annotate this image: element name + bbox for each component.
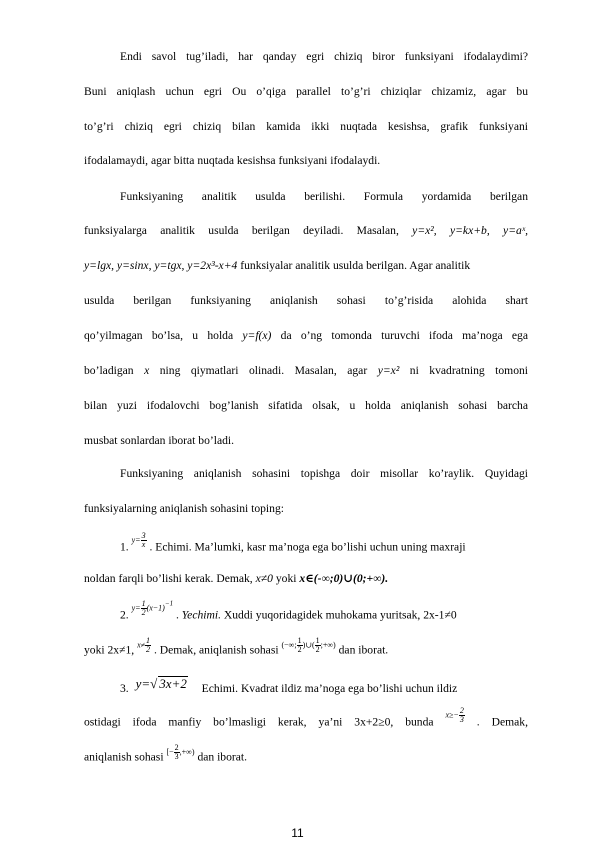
formula: y=√ 3x+2 xyxy=(135,676,187,691)
formula: [− $\frac{2}{3}$ ,+∞) xyxy=(166,743,195,761)
text: . Demak, aniqlanish sohasi xyxy=(153,643,279,657)
paragraph-line xyxy=(84,224,528,238)
text: aniqlanish sohasi xyxy=(84,750,164,764)
formula: y= $\frac{1}{2}$ $(x-1)^{-1}$ xyxy=(131,599,174,617)
formula: y=x², y=kx+b, y=aˣ, xyxy=(412,224,528,237)
paragraph-line xyxy=(84,259,528,273)
paragraph-line: ifodalamaydi, agar bitta nuqtada kesishsa funksiyani ifodalaydi. xyxy=(84,154,381,167)
paragraph-line xyxy=(84,743,528,767)
text: dan iborat. xyxy=(197,750,248,764)
text: ning qiymatlari olinadi. Masalan, agar xyxy=(159,364,368,377)
paragraph-line: bilan yuzi ifodalovchi bog’lanish sifatida olsak, u holda aniqlanish sohasi barcha xyxy=(84,399,528,412)
paragraph-line: usulda berilgan funksiyaning aniqlanish sohasi to’g’risida alohida shart xyxy=(84,294,528,307)
paragraph-line: to’g’ri chiziq egri chiziq bilan kamida ikki nuqtada kesishsa, grafik funksiyani xyxy=(84,120,528,133)
text: . Echimi. Ma’lumki, kasr ma’noga ega bo’lishi uchun uning maxraji xyxy=(149,540,466,554)
text: qo’yilmagan bo’lsa, u holda xyxy=(84,329,234,342)
text: . Demak, xyxy=(476,715,528,729)
text: . xyxy=(175,608,179,622)
paragraph-line xyxy=(84,329,528,343)
example-1 xyxy=(120,531,528,557)
text: funksiyalarga analitik usulda berilgan deyiladi. Masalan, xyxy=(84,224,399,237)
text: dan iborat. xyxy=(338,643,389,657)
paragraph-line: Funksiyaning analitik usulda berilishi. Formula yordamida berilgan xyxy=(120,190,528,203)
paragraph-line xyxy=(84,364,528,378)
text: Xuddi yuqoridagidek muhokama yuritsak, 2x-1≠0 xyxy=(223,608,457,622)
text: Yechimi. xyxy=(181,608,221,622)
paragraph-line: Buni aniqlash uchun egri Ou o’qiga parallel to’g’ri chiziqlar chizamiz, agar bu xyxy=(84,85,528,98)
formula: x≠0 xyxy=(255,572,273,585)
formula: x≠ $\frac{1}{2}$ xyxy=(137,636,151,654)
formula: (−∞; $\frac{1}{2}$ )∪( $\frac{1}{2}$ ;+∞) xyxy=(281,636,336,654)
text: yoki 2x≠1, xyxy=(84,643,135,657)
formula: x≥− $\frac{2}{3}$ xyxy=(445,706,464,724)
text: funksiyalar analitik usulda berilgan. Agar analitik xyxy=(240,259,471,272)
formula: x∈(-∞;0)∪(0;+∞). xyxy=(299,572,389,585)
page-number: 11 xyxy=(291,826,304,840)
example-number: 2. xyxy=(120,608,129,622)
formula: y=f(x) xyxy=(242,329,272,342)
paragraph-line xyxy=(84,572,528,586)
text: ni kvadratning tomoni xyxy=(409,364,529,377)
paragraph-line: Endi savol tug’iladi, har qanday egri chiziq biror funksiyani ifodalaydimi? xyxy=(120,50,528,63)
text: noldan farqli bo’lishi kerak. Demak, xyxy=(84,572,253,585)
text: bo’ladigan xyxy=(84,364,134,377)
text: da o’ng tomonda turuvchi ifoda ma’noga ega xyxy=(280,329,528,342)
formula: y= $\frac{3}{x}$ xyxy=(131,531,146,549)
text: Echimi. Kvadrat ildiz ma’noga ega bo’lishi uchun ildiz xyxy=(201,682,458,695)
formula: y=lgx, y=sinx, y=tgx, y=2x³-x+4 xyxy=(84,259,238,272)
text: ostidagi ifoda manfiy bo’lmasligi kerak, ya’ni 3x+2≥0, bunda xyxy=(84,715,434,729)
paragraph-line xyxy=(84,706,528,732)
formula: y=x² xyxy=(377,364,400,377)
text: yoki xyxy=(275,572,297,585)
paragraph-line xyxy=(84,636,528,660)
paragraph-line: funksiyalarning aniqlanish sohasini toping: xyxy=(84,502,284,515)
example-number: 3. xyxy=(120,682,129,695)
paragraph-line: musbat sonlardan iborat bo’ladi. xyxy=(84,434,235,447)
example-number: 1. xyxy=(120,540,129,554)
example-3 xyxy=(120,676,528,696)
paragraph-line: Funksiyaning aniqlanish sohasini topishga doir misollar ko’raylik. Quyidagi xyxy=(120,467,528,480)
example-2 xyxy=(120,599,528,625)
formula: x xyxy=(144,364,150,377)
